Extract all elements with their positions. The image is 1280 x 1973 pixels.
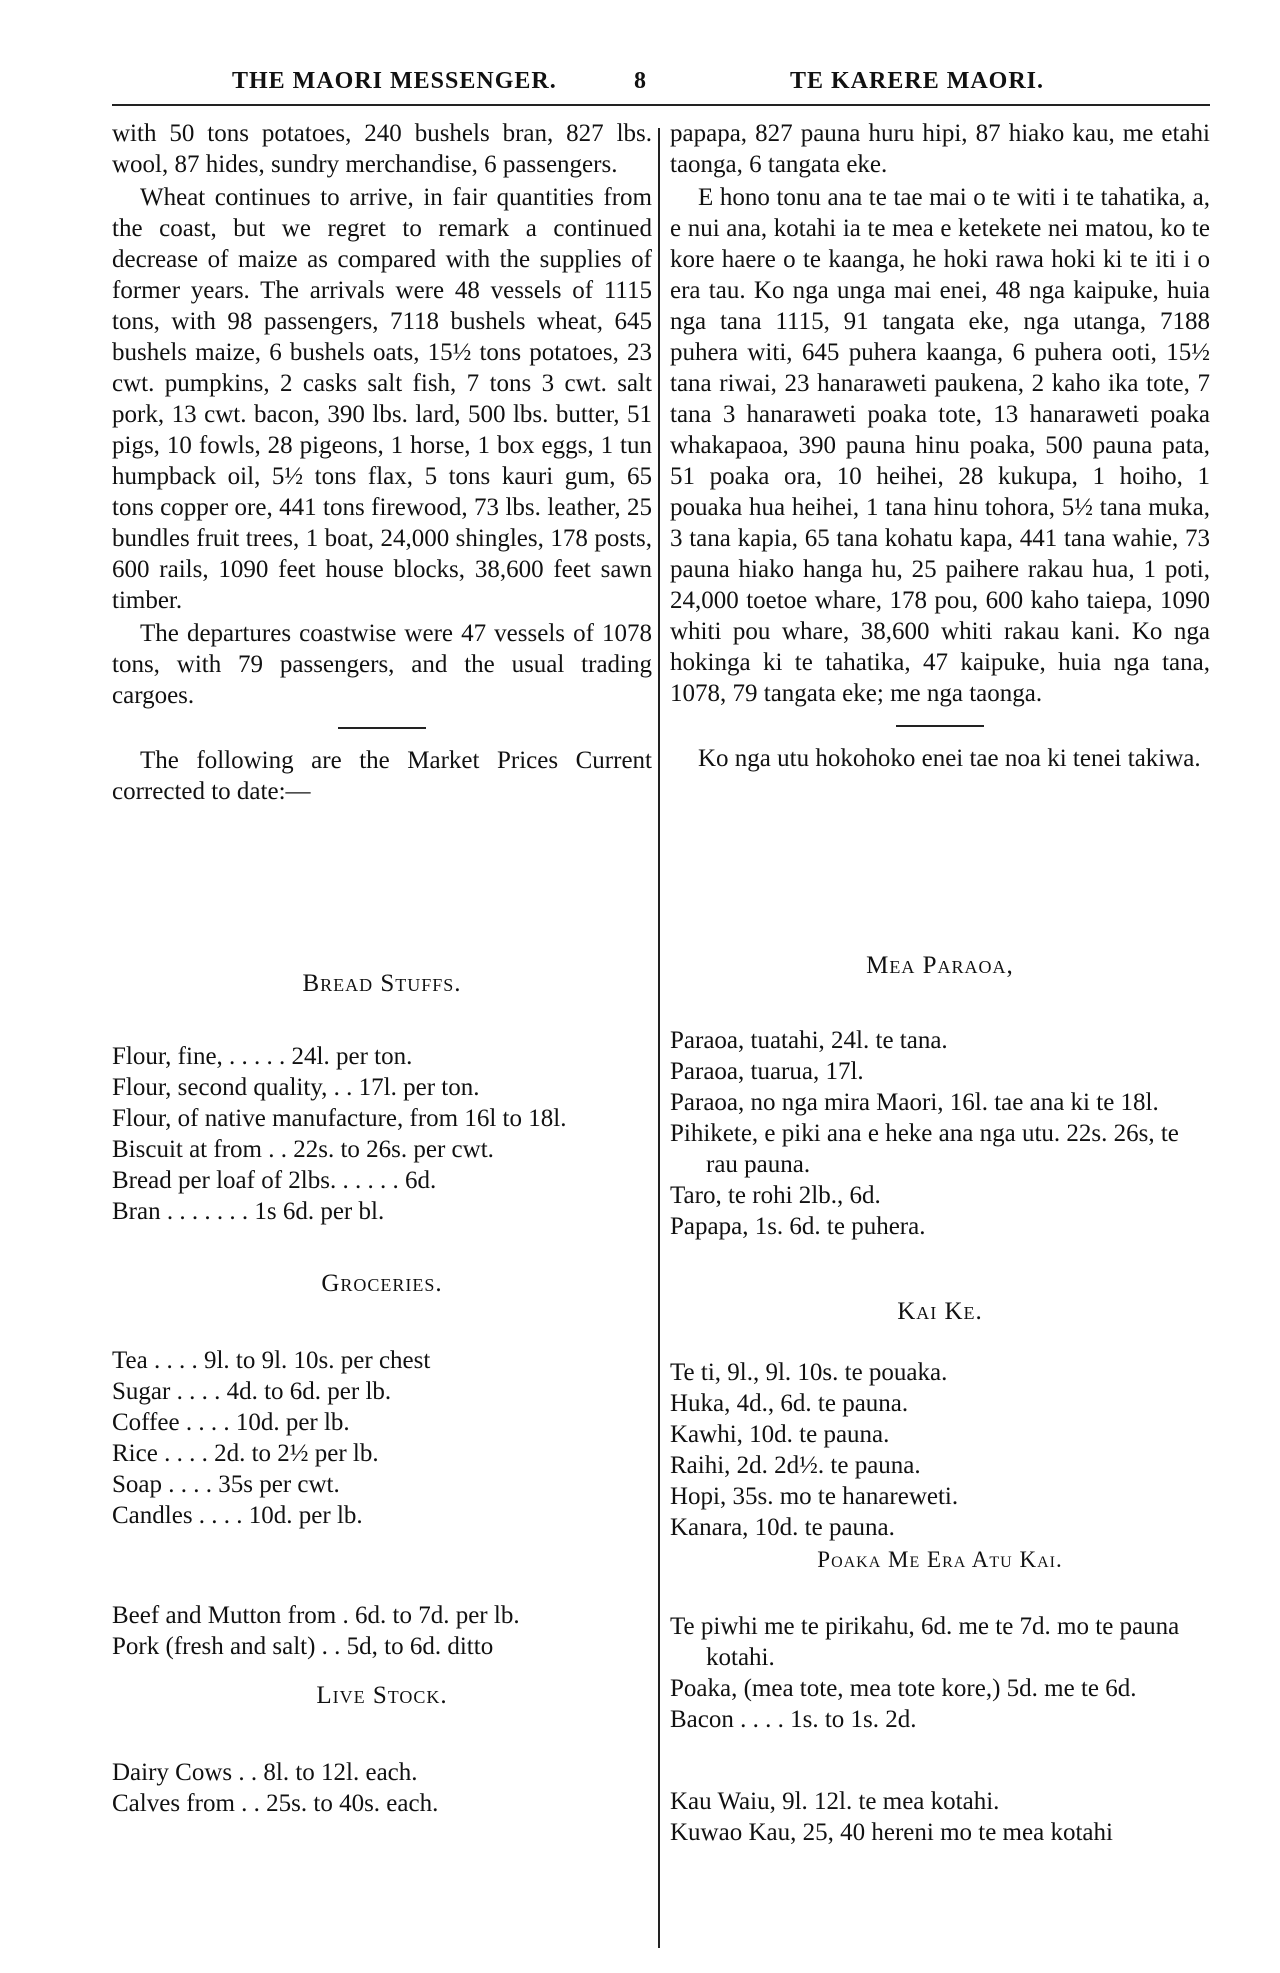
price-line: Kanara, 10d. te pauna. bbox=[670, 1514, 895, 1541]
market-prices-intro: The following are the Market Prices Current corrected to date:— bbox=[112, 747, 652, 805]
price-line: Beef and Mutton from . 6d. to 7d. per lb. bbox=[112, 1602, 520, 1629]
live-stock-section bbox=[112, 1680, 652, 1819]
market-prices-intro-maori: Ko nga utu hokohoko enei tae noa ki tenei takiwa. bbox=[698, 745, 1201, 772]
section-rule bbox=[338, 727, 426, 729]
price-line: Te ti, 9l., 9l. 10s. te pouaka. bbox=[670, 1359, 948, 1386]
price-line: Papapa, 1s. 6d. te puhera. bbox=[670, 1213, 926, 1240]
meat-section bbox=[112, 1600, 652, 1662]
bread-stuffs-section-maori bbox=[670, 950, 1210, 1242]
wheat-arrivals-paragraph: Wheat continues to arrive, in fair quantities from the coast, but we regret to remark a continued decrease of maize as compared with the supplies of former years. The arrivals were 48 vessels of 1115 tons, with 98 passengers, 7118 bushels wheat, 645 bushels maize, 6 bushels oats, 15½ tons potatoes, 23 cwt. pumpkins, 2 casks salt fish, 7 tons 3 cwt. salt pork, 13 cwt. bacon, 390 lbs. lard, 500 lbs. butter, 51 pigs, 10 fowls, 28 pigeons, 1 horse, 1 box eggs, 1 tun humpback oil, 5½ tons flax, 5 tons kauri gum, 65 tons copper ore, 441 tons firewood, 73 lbs. leather, 25 bundles fruit trees, 1 boat, 24,000 shingles, 178 posts, 600 rails, 1090 feet house blocks, 38,600 feet sawn timber. bbox=[112, 184, 652, 614]
price-line: Tea . . . . 9l. to 9l. 10s. per chest bbox=[112, 1347, 431, 1374]
price-line: Bacon . . . . 1s. to 1s. 2d. bbox=[670, 1706, 917, 1733]
price-line: Poaka, (mea tote, mea tote kore,) 5d. me te 6d. bbox=[670, 1675, 1137, 1702]
price-line: Sugar . . . . 4d. to 6d. per lb. bbox=[112, 1378, 392, 1405]
price-line: Kau Waiu, 9l. 12l. te mea kotahi. bbox=[670, 1788, 1000, 1815]
price-line: Bread per loaf of 2lbs. . . . . . 6d. bbox=[112, 1167, 437, 1194]
bread-stuffs-heading-maori: Mea Paraoa, bbox=[866, 952, 1014, 979]
price-line: Flour, fine, . . . . . 24l. per ton. bbox=[112, 1043, 413, 1070]
column-divider bbox=[658, 128, 660, 1948]
price-line: Kuwao Kau, 25, 40 hereni mo te mea kotahi bbox=[670, 1819, 1113, 1846]
masthead-maori: TE KARERE MAORI. bbox=[790, 68, 1045, 94]
meat-heading-maori: Poaka Me Era Atu Kai. bbox=[817, 1547, 1063, 1572]
price-line: Te piwhi me te pirikahu, 6d. me te 7d. mo te pauna kotahi. bbox=[670, 1613, 1180, 1671]
price-line: Flour, second quality, . . 17l. per ton. bbox=[112, 1074, 480, 1101]
price-line: Rice . . . . 2d. to 2½ per lb. bbox=[112, 1440, 379, 1467]
price-line: Paraoa, tuatahi, 24l. te tana. bbox=[670, 1027, 948, 1054]
page-number: 8 bbox=[634, 68, 647, 94]
price-line: Paraoa, tuarua, 17l. bbox=[670, 1058, 864, 1085]
price-line: Candles . . . . 10d. per lb. bbox=[112, 1502, 363, 1529]
groceries-section-maori bbox=[670, 1296, 1210, 1543]
groceries-heading-maori: Kai Ke. bbox=[897, 1298, 983, 1325]
english-column bbox=[112, 118, 652, 809]
price-line: Coffee . . . . 10d. per lb. bbox=[112, 1409, 350, 1436]
departures-paragraph: The departures coastwise were 47 vessels of 1078 tons, with 79 passengers, and the usual trading cargoes. bbox=[112, 620, 652, 709]
price-line: Flour, of native manufacture, from 16l to 18l. bbox=[112, 1105, 567, 1132]
masthead-english: THE MAORI MESSENGER. bbox=[232, 68, 557, 94]
price-line: Pihikete, e piki ana e heke ana nga utu. 22s. 26s, te rau pauna. bbox=[670, 1120, 1179, 1178]
price-line: Soap . . . . 35s per cwt. bbox=[112, 1471, 340, 1498]
price-line: Raihi, 2d. 2d½. te pauna. bbox=[670, 1452, 921, 1479]
wheat-arrivals-paragraph-maori: E hono tonu ana te tae mai o te witi i te tahatika, a, e nui ana, kotahi ia te mea e ketekete nei matou, ko te kore haere o te kaanga, he hoki rawa hoki ki te iti i o era tau. Ko nga unga mai enei, 48 nga kaipuke, huia nga tana 1115, 91 tangata eke, nga utanga, 7188 puhera witi, 645 puhera kaanga, 6 puhera ooti, 15½ tana riwai, 23 hanaraweti paukena, 2 kaho ika tote, 7 tana 3 hanaraweti poaka tote, 13 hanaraweti poaka whakapaoa, 390 pauna hinu poaka, 500 pauna pata, 51 poaka ora, 10 heihei, 28 kukupa, 1 hoiho, 1 pouaka hua heihei, 1 tana hinu tohora, 5½ tana muka, 3 tana kapia, 65 tana kohatu kapa, 441 tana wahie, 73 pauna hiako hanga hu, 25 paihere rakau hua, 1 poti, 24,000 toetoe whare, 178 pou, 600 kaho taiepa, 1090 whiti pou whare, 38,600 whiti rakau kani. Ko nga hokinga ki te tahatika, 47 kaipuke, huia nga tana, 1078, 79 tangata eke; me nga taonga. bbox=[670, 184, 1210, 707]
price-line: Taro, te rohi 2lb., 6d. bbox=[670, 1182, 881, 1209]
meat-section-maori bbox=[670, 1544, 1210, 1735]
maori-column bbox=[670, 118, 1210, 776]
price-line: Pork (fresh and salt) . . 5d, to 6d. ditto bbox=[112, 1633, 494, 1660]
price-line: Huka, 4d., 6d. te pauna. bbox=[670, 1390, 909, 1417]
live-stock-section-maori bbox=[670, 1786, 1210, 1848]
price-line: Kawhi, 10d. te pauna. bbox=[670, 1421, 890, 1448]
bread-stuffs-section bbox=[112, 968, 652, 1227]
price-line: Hopi, 35s. mo te hanareweti. bbox=[670, 1483, 959, 1510]
live-stock-heading: Live Stock. bbox=[316, 1682, 448, 1709]
shipping-continued: with 50 tons potatoes, 240 bushels bran, 827 lbs. wool, 87 hides, sundry merchandise, 6 passengers. bbox=[112, 120, 652, 178]
header-rule bbox=[112, 104, 1210, 106]
groceries-heading: Groceries. bbox=[321, 1270, 443, 1297]
price-line: Biscuit at from . . 22s. to 26s. per cwt. bbox=[112, 1136, 494, 1163]
price-line: Dairy Cows . . 8l. to 12l. each. bbox=[112, 1759, 418, 1786]
section-rule bbox=[896, 725, 984, 727]
price-line: Paraoa, no nga mira Maori, 16l. tae ana ki te 18l. bbox=[670, 1089, 1159, 1116]
price-line: Bran . . . . . . . 1s 6d. per bl. bbox=[112, 1198, 385, 1225]
price-line: Calves from . . 25s. to 40s. each. bbox=[112, 1790, 439, 1817]
shipping-continued-maori: papapa, 827 pauna huru hipi, 87 hiako kau, me etahi taonga, 6 tangata eke. bbox=[670, 120, 1210, 178]
bread-stuffs-heading: Bread Stuffs. bbox=[302, 970, 462, 997]
groceries-section bbox=[112, 1268, 652, 1531]
